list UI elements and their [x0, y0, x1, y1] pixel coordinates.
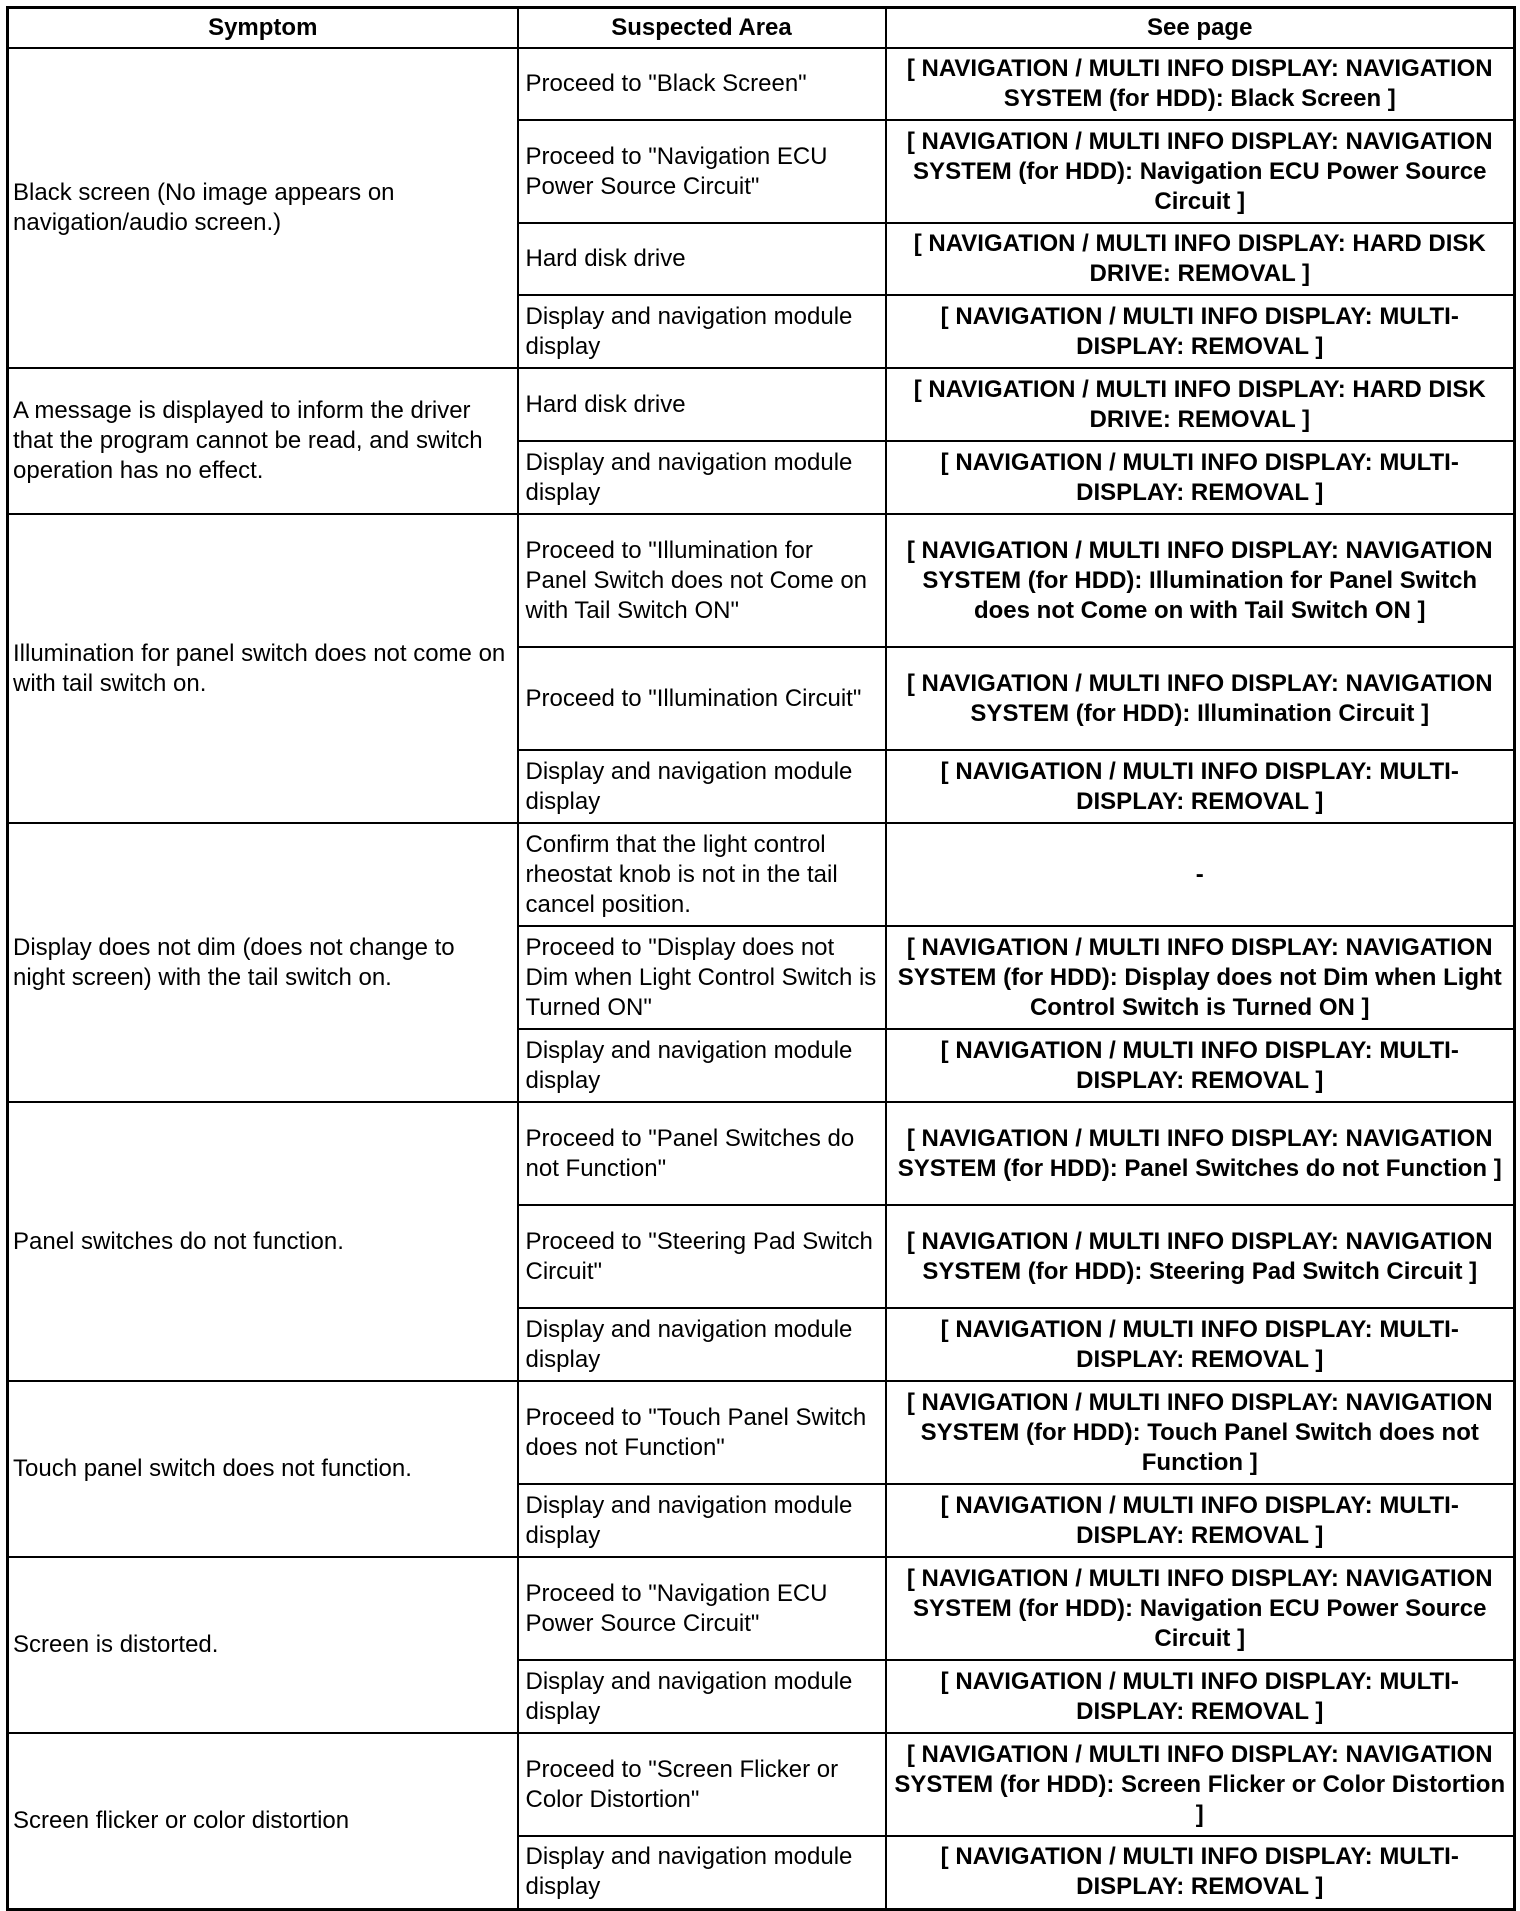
- see-page-link[interactable]: [ NAVIGATION / MULTI INFO DISPLAY: MULTI-DISPLAY: REMOVAL ]: [886, 1308, 1515, 1381]
- troubleshooting-table: [6, 6, 1516, 1911]
- suspected-area-cell: Proceed to "Steering Pad Switch Circuit": [518, 1205, 886, 1308]
- suspected-area-cell: Proceed to "Screen Flicker or Color Distortion": [518, 1733, 886, 1836]
- see-page-link[interactable]: [ NAVIGATION / MULTI INFO DISPLAY: MULTI-DISPLAY: REMOVAL ]: [886, 1660, 1515, 1733]
- see-page-link[interactable]: [ NAVIGATION / MULTI INFO DISPLAY: NAVIGATION SYSTEM (for HDD): Black Screen ]: [886, 48, 1515, 120]
- see-page-link[interactable]: [ NAVIGATION / MULTI INFO DISPLAY: NAVIGATION SYSTEM (for HDD): Illumination Circuit ]: [886, 647, 1515, 750]
- suspected-area-cell: Display and navigation module display: [518, 750, 886, 823]
- see-page-link[interactable]: [ NAVIGATION / MULTI INFO DISPLAY: MULTI-DISPLAY: REMOVAL ]: [886, 1484, 1515, 1557]
- see-page-link[interactable]: [ NAVIGATION / MULTI INFO DISPLAY: NAVIGATION SYSTEM (for HDD): Illumination for Panel Switch does not Come on with Tail Switch ON ]: [886, 514, 1515, 647]
- symptom-cell: Black screen (No image appears on navigation/audio screen.): [8, 48, 518, 368]
- symptom-cell: Touch panel switch does not function.: [8, 1381, 518, 1557]
- symptom-cell: Panel switches do not function.: [8, 1102, 518, 1381]
- symptom-cell: Screen is distorted.: [8, 1557, 518, 1733]
- suspected-area-cell: Display and navigation module display: [518, 1029, 886, 1102]
- see-page-link[interactable]: [ NAVIGATION / MULTI INFO DISPLAY: NAVIGATION SYSTEM (for HDD): Navigation ECU Power Source Circuit ]: [886, 1557, 1515, 1660]
- table-row: [8, 1102, 1515, 1205]
- see-page-link[interactable]: [ NAVIGATION / MULTI INFO DISPLAY: MULTI-DISPLAY: REMOVAL ]: [886, 1836, 1515, 1909]
- suspected-area-cell: Proceed to "Panel Switches do not Function": [518, 1102, 886, 1205]
- see-page-link[interactable]: [ NAVIGATION / MULTI INFO DISPLAY: NAVIGATION SYSTEM (for HDD): Steering Pad Switch Circuit ]: [886, 1205, 1515, 1308]
- see-page-link[interactable]: [ NAVIGATION / MULTI INFO DISPLAY: MULTI-DISPLAY: REMOVAL ]: [886, 441, 1515, 514]
- table-row: [8, 1381, 1515, 1484]
- header-see-page: See page: [886, 8, 1515, 49]
- suspected-area-cell: Display and navigation module display: [518, 1660, 886, 1733]
- see-page-link[interactable]: -: [886, 823, 1515, 926]
- header-symptom: Symptom: [8, 8, 518, 49]
- see-page-link[interactable]: [ NAVIGATION / MULTI INFO DISPLAY: NAVIGATION SYSTEM (for HDD): Screen Flicker or Color Distortion ]: [886, 1733, 1515, 1836]
- suspected-area-cell: Proceed to "Display does not Dim when Light Control Switch is Turned ON": [518, 926, 886, 1029]
- table-row: [8, 368, 1515, 441]
- suspected-area-cell: Proceed to "Navigation ECU Power Source Circuit": [518, 120, 886, 223]
- see-page-link[interactable]: [ NAVIGATION / MULTI INFO DISPLAY: MULTI-DISPLAY: REMOVAL ]: [886, 1029, 1515, 1102]
- suspected-area-cell: Display and navigation module display: [518, 1484, 886, 1557]
- see-page-link[interactable]: [ NAVIGATION / MULTI INFO DISPLAY: HARD DISK DRIVE: REMOVAL ]: [886, 223, 1515, 295]
- see-page-link[interactable]: [ NAVIGATION / MULTI INFO DISPLAY: NAVIGATION SYSTEM (for HDD): Panel Switches do not Function ]: [886, 1102, 1515, 1205]
- suspected-area-cell: Proceed to "Touch Panel Switch does not Function": [518, 1381, 886, 1484]
- suspected-area-cell: Hard disk drive: [518, 368, 886, 441]
- table-row: [8, 514, 1515, 647]
- header-suspected-area: Suspected Area: [518, 8, 886, 49]
- see-page-link[interactable]: [ NAVIGATION / MULTI INFO DISPLAY: MULTI-DISPLAY: REMOVAL ]: [886, 295, 1515, 368]
- suspected-area-cell: Proceed to "Black Screen": [518, 48, 886, 120]
- symptom-cell: Illumination for panel switch does not come on with tail switch on.: [8, 514, 518, 823]
- symptom-cell: A message is displayed to inform the driver that the program cannot be read, and switch operation has no effect.: [8, 368, 518, 514]
- symptom-cell: Display does not dim (does not change to night screen) with the tail switch on.: [8, 823, 518, 1102]
- suspected-area-cell: Proceed to "Navigation ECU Power Source Circuit": [518, 1557, 886, 1660]
- suspected-area-cell: Proceed to "Illumination Circuit": [518, 647, 886, 750]
- suspected-area-cell: Display and navigation module display: [518, 1308, 886, 1381]
- suspected-area-cell: Display and navigation module display: [518, 1836, 886, 1909]
- symptom-cell: Screen flicker or color distortion: [8, 1733, 518, 1909]
- see-page-link[interactable]: [ NAVIGATION / MULTI INFO DISPLAY: MULTI-DISPLAY: REMOVAL ]: [886, 750, 1515, 823]
- table-row: [8, 1733, 1515, 1836]
- table-row: [8, 823, 1515, 926]
- troubleshooting-table-wrapper: [6, 6, 1513, 1911]
- table-row: [8, 1557, 1515, 1660]
- suspected-area-cell: Confirm that the light control rheostat knob is not in the tail cancel position.: [518, 823, 886, 926]
- table-row: [8, 48, 1515, 120]
- suspected-area-cell: Hard disk drive: [518, 223, 886, 295]
- see-page-link[interactable]: [ NAVIGATION / MULTI INFO DISPLAY: NAVIGATION SYSTEM (for HDD): Navigation ECU Power Source Circuit ]: [886, 120, 1515, 223]
- suspected-area-cell: Proceed to "Illumination for Panel Switch does not Come on with Tail Switch ON": [518, 514, 886, 647]
- suspected-area-cell: Display and navigation module display: [518, 295, 886, 368]
- see-page-link[interactable]: [ NAVIGATION / MULTI INFO DISPLAY: HARD DISK DRIVE: REMOVAL ]: [886, 368, 1515, 441]
- header-row: [8, 8, 1515, 49]
- suspected-area-cell: Display and navigation module display: [518, 441, 886, 514]
- see-page-link[interactable]: [ NAVIGATION / MULTI INFO DISPLAY: NAVIGATION SYSTEM (for HDD): Display does not Dim when Light Control Switch is Turned ON ]: [886, 926, 1515, 1029]
- see-page-link[interactable]: [ NAVIGATION / MULTI INFO DISPLAY: NAVIGATION SYSTEM (for HDD): Touch Panel Switch does not Function ]: [886, 1381, 1515, 1484]
